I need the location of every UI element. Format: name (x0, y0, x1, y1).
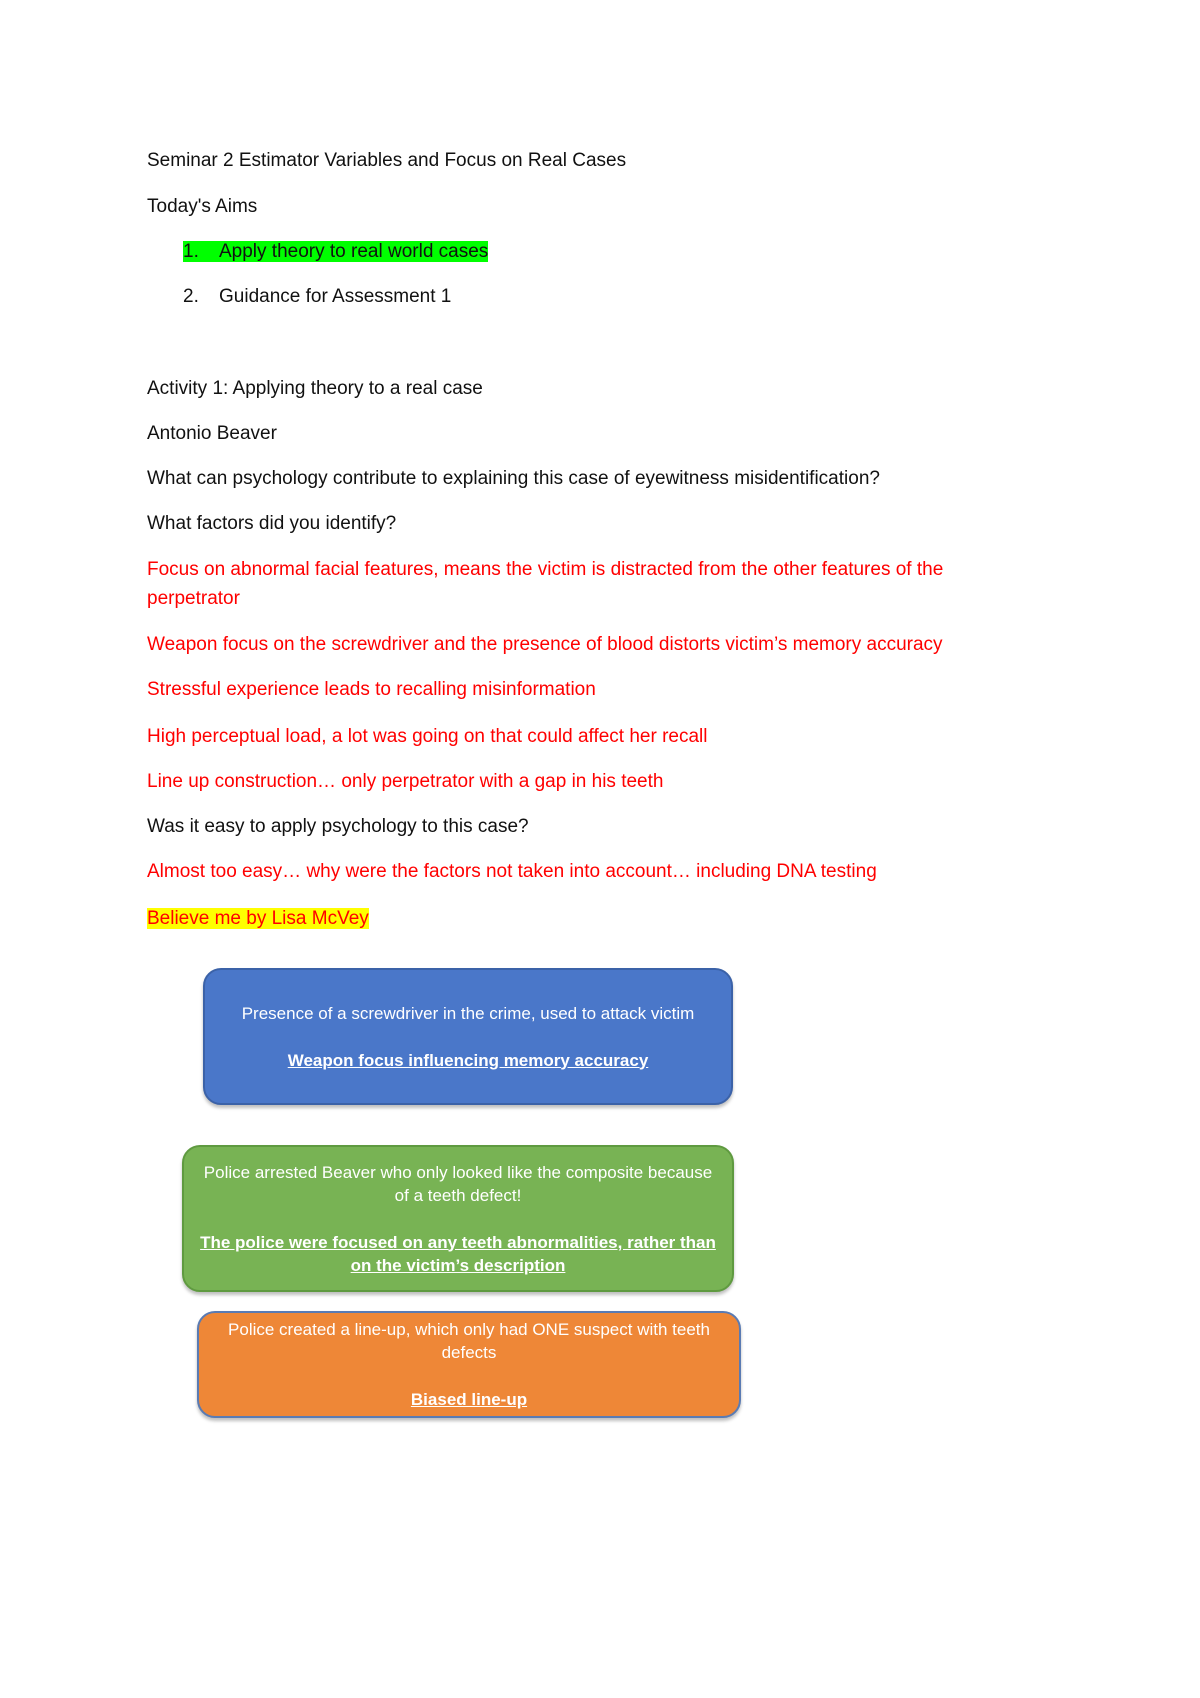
aim-number: 1. (183, 241, 199, 262)
answer-stress: Stressful experience leads to recalling misinformation (147, 679, 596, 700)
book-highlight: Believe me by Lisa McVey (147, 908, 369, 929)
aim-item-2 (183, 282, 451, 311)
aim-number: 2. (183, 286, 199, 307)
case-name: Antonio Beaver (147, 423, 277, 444)
weapon-focus-box (203, 968, 733, 1105)
aim-text: Apply theory to real world cases (219, 241, 489, 262)
weapon-focus-box-text: Presence of a screwdriver in the crime, used to attack victim (241, 1003, 695, 1023)
teeth-focus-box-label: The police were focused on any teeth abnormalities, rather than on the victim’s description (200, 1232, 716, 1275)
biased-lineup-box-text: Police created a line-up, which only had ONE suspect with teeth defects (228, 1320, 710, 1362)
answer-perceptual-load: High perceptual load, a lot was going on that could affect her recall (147, 726, 708, 747)
question-contribution: What can psychology contribute to explaining this case of eyewitness misidentification? (147, 468, 880, 489)
page-title: Seminar 2 Estimator Variables and Focus on Real Cases (147, 150, 627, 171)
weapon-focus-box-label: Weapon focus influencing memory accuracy (287, 1050, 649, 1070)
aim-text: Guidance for Assessment 1 (219, 286, 452, 307)
teeth-focus-box (182, 1145, 734, 1292)
aims-heading: Today's Aims (147, 196, 258, 217)
biased-lineup-box-label: Biased line-up (410, 1390, 528, 1409)
question-easy: Was it easy to apply psychology to this case? (147, 816, 529, 837)
book-reference (147, 904, 369, 933)
answer-weapon-focus: Weapon focus on the screwdriver and the presence of blood distorts victim’s memory accuracy (147, 634, 943, 655)
answer-abnormal-features: Focus on abnormal facial features, means the victim is distracted from the other features of the perpetrator (147, 559, 944, 609)
aim-item-1 (183, 237, 488, 266)
aim-item-highlight (183, 241, 488, 262)
answer-too-easy: Almost too easy… why were the factors not taken into account… including DNA testing (147, 861, 877, 882)
activity-heading: Activity 1: Applying theory to a real case (147, 378, 483, 399)
answer-lineup: Line up construction… only perpetrator with a gap in his teeth (147, 771, 664, 792)
teeth-focus-box-text: Police arrested Beaver who only looked like the composite because of a teeth defect! (203, 1162, 713, 1205)
question-factors: What factors did you identify? (147, 513, 397, 534)
biased-lineup-box (197, 1311, 741, 1418)
